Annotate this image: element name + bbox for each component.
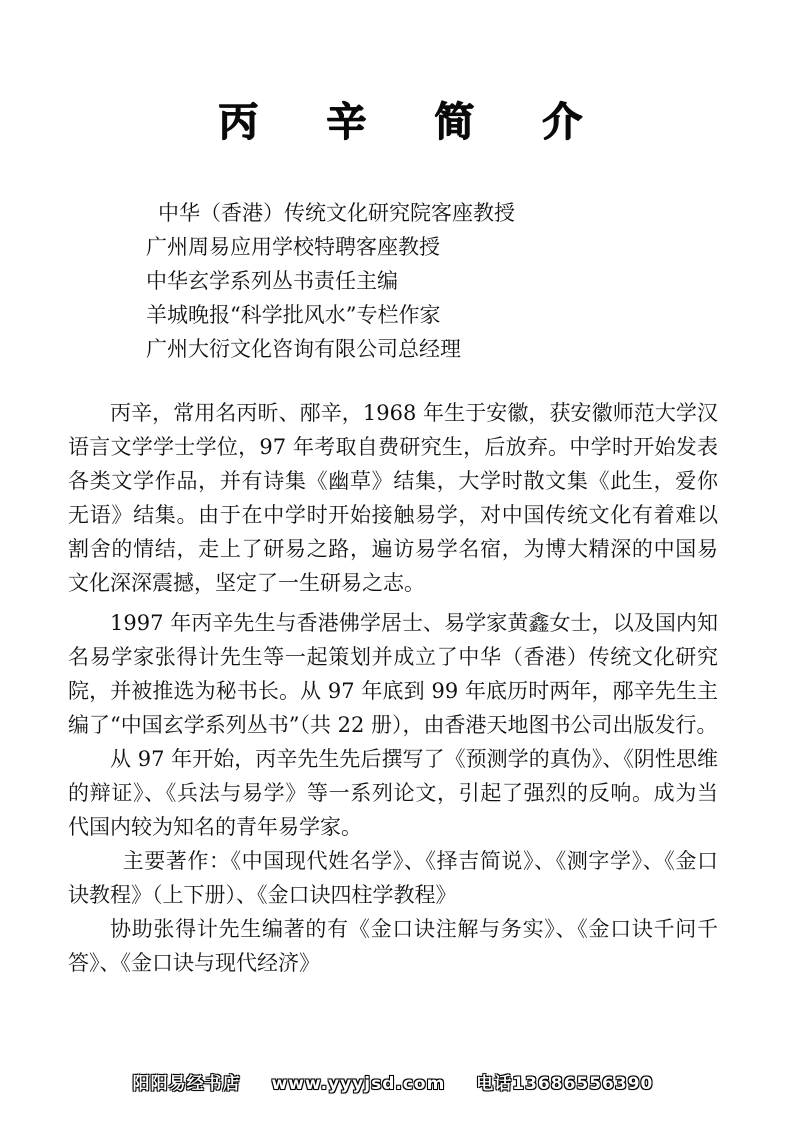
title-char: 辛 [326, 99, 366, 145]
paragraph: 从 97 年开始，丙辛先生先后撰写了《预测学的真伪》、《阴性思维的辩证》、《兵法与易学》等一系列论文，引起了强烈的反响。成为当代国内较为知名的青年易学家。 [68, 747, 718, 839]
watermark-footer [0, 1067, 786, 1096]
page-title [210, 98, 590, 146]
website-link[interactable]: www.yyyjsd.com [271, 1074, 446, 1094]
title-char: 介 [542, 99, 582, 145]
phone-number: 电话13686556390 [476, 1074, 654, 1094]
position-item: 广州周易应用学校特聘客座教授 [146, 235, 440, 259]
store-name: 阳阳易经书店 [132, 1074, 241, 1094]
title-char: 简 [434, 99, 474, 145]
position-item: 羊城晚报“科学批风水”专栏作家 [146, 303, 441, 327]
paragraph: 主要著作：《中国现代姓名学》、《择吉简说》、《测字学》、《金口诀教程》（上下册）、《金口诀四柱学教程》 [68, 849, 718, 907]
paragraph: 丙辛，常用名丙昕、邴辛，1968 年生于安徽，获安徽师范大学汉语言文学学士学位，97 年考取自费研究生，后放弃。中学时开始发表各类文学作品，并有诗集《幽草》结集，大学时散文集《此生，爱你无语》结集。由于在中学时开始接触易学，对中国传统文化有着难以割舍的情结，走上了研易之路，遍访易学名宿，为博大精深的中国易文化深深震撼，坚定了一生研易之志。 [68, 401, 718, 595]
position-item: 中华（香港）传统文化研究院客座教授 [158, 201, 515, 225]
positions-list [146, 196, 515, 366]
position-item: 中华玄学系列丛书责任主编 [146, 269, 398, 293]
paragraph: 1997 年丙辛先生与香港佛学居士、易学家黄鑫女士，以及国内知名易学家张得计先生等一起策划并成立了中华（香港）传统文化研究院，并被推选为秘书长。从 97 年底到 99 年底历时两年，邴辛先生主编了“中国玄学系列丛书”（共 22 册），由香港天地图书公司出版发行。 [68, 611, 718, 737]
biography-body [68, 396, 718, 980]
position-item: 广州大衍文化咨询有限公司总经理 [146, 337, 461, 361]
paragraph: 协助张得计先生编著的有《金口诀注解与务实》、《金口诀千问千答》、《金口诀与现代经济》 [68, 917, 718, 975]
title-char: 丙 [218, 99, 258, 145]
